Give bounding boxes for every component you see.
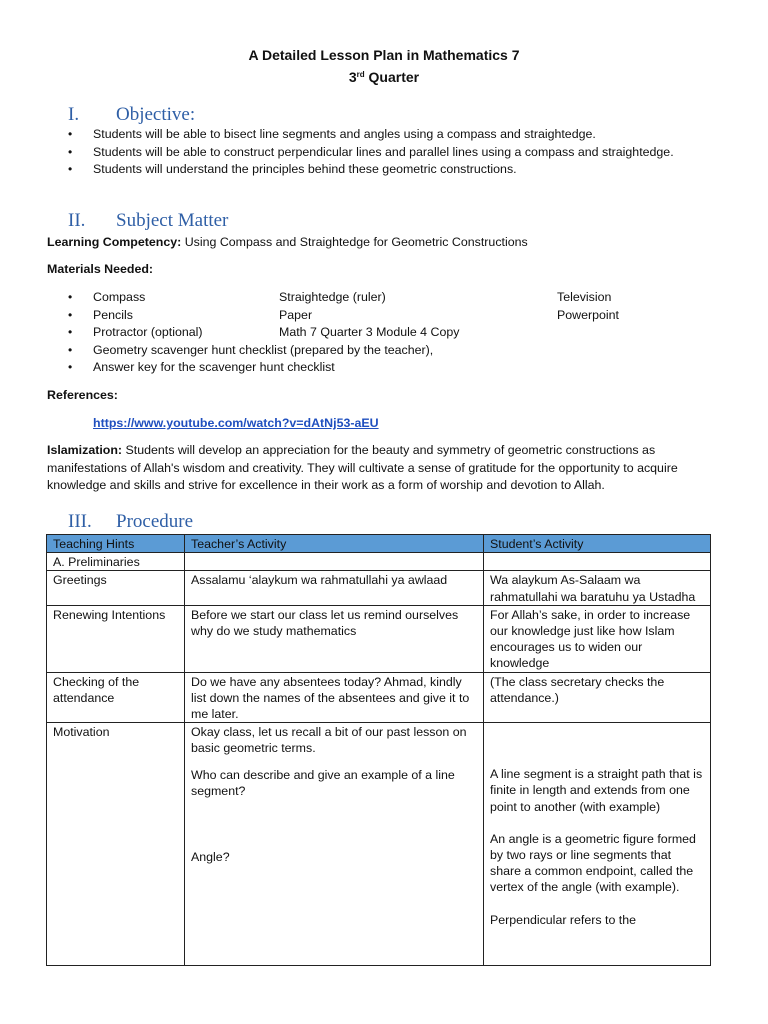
teacher-cell: Before we start our class let us remind ourselves why do we study mathematics xyxy=(185,605,484,672)
islamization-text: Students will develop an appreciation for the beauty and symmetry of geometric constructions as manifestations of Allah's wisdom and creativity. They will cultivate a sense of gratitude for the opportunity to acquire knowledge and skills and strive for excellence in their work as a form of worship and devotion to Allah. xyxy=(47,443,678,492)
objective-number: I. xyxy=(68,104,80,125)
objective-title: Objective: xyxy=(116,104,196,125)
table-row xyxy=(47,553,711,571)
material-item: Powerpoint xyxy=(557,307,619,322)
table-row xyxy=(47,571,711,605)
teacher-cell: Assalamu ‘alaykum wa rahmatullahi ya awlaad xyxy=(185,571,484,605)
reference-link[interactable]: https://www.youtube.com/watch?v=dAtNj53-aEU xyxy=(93,416,379,430)
document-title: A Detailed Lesson Plan in Mathematics 7 xyxy=(248,47,520,63)
objective-item: • Students will understand the principles behind these geometric constructions. xyxy=(68,161,674,179)
material-item: • Protractor (optional) xyxy=(68,324,433,342)
subject-matter-heading xyxy=(68,210,228,232)
competency-label: Learning Competency: xyxy=(47,235,182,249)
hint-cell: Greetings xyxy=(47,571,185,605)
material-item: • Answer key for the scavenger hunt checklist xyxy=(68,359,433,377)
table-row xyxy=(47,723,711,966)
objective-item: • Students will be able to bisect line segments and angles using a compass and straightedge. xyxy=(68,126,674,144)
document-subtitle xyxy=(0,68,768,86)
table-header-row xyxy=(47,535,711,553)
student-cell xyxy=(484,723,711,966)
motivation-student-line: Perpendicular refers to the xyxy=(490,912,637,927)
motivation-teacher-line: Who can describe and give an example of a line segment? xyxy=(191,767,455,798)
islamization-label: Islamization: xyxy=(47,443,123,457)
empty-cell xyxy=(484,553,711,571)
header-teacher-activity: Teacher’s Activity xyxy=(185,535,484,553)
subject-matter-title: Subject Matter xyxy=(116,210,229,231)
competency-value: Using Compass and Straightedge for Geometric Constructions xyxy=(184,235,528,249)
hint-cell: Checking of the attendance xyxy=(47,672,185,723)
motivation-teacher-line: Okay class, let us recall a bit of our past lesson on basic geometric terms. xyxy=(191,725,467,756)
student-cell: Wa alaykum As-Salaam wa rahmatullahi wa baratuhu ya Ustadha xyxy=(484,571,711,605)
objective-heading xyxy=(68,104,195,126)
material-item: Paper xyxy=(279,307,313,322)
motivation-student-line: An angle is a geometric figure formed by two rays or line segments that share a common endpoint, called the vertex of the angle (with example). xyxy=(490,831,696,895)
quarter-number: 3 xyxy=(348,69,357,85)
header-student-activity: Student’s Activity xyxy=(484,535,711,553)
motivation-student-line: A line segment is a straight path that is finite in length and extends from one point to another (with example) xyxy=(490,767,703,814)
student-cell: For Allah’s sake, in order to increase our knowledge just like how Islam encourages us to widen our knowledge xyxy=(484,605,711,672)
material-item: • Geometry scavenger hunt checklist (prepared by the teacher), xyxy=(68,342,433,360)
teacher-cell: Do we have any absentees today? Ahmad, kindly list down the names of the absentees and give it to me later. xyxy=(185,672,484,723)
materials-label: Materials Needed: xyxy=(47,262,154,276)
objective-item: • Students will be able to construct perpendicular lines and parallel lines using a compass and straightedge. xyxy=(68,144,674,162)
hint-cell: Renewing Intentions xyxy=(47,605,185,672)
procedure-title: Procedure xyxy=(116,511,194,532)
material-item: • Compass xyxy=(68,289,433,307)
procedure-heading xyxy=(68,511,193,533)
subject-matter-number: II. xyxy=(68,210,86,231)
learning-competency xyxy=(47,234,528,252)
motivation-teacher-line: Angle? xyxy=(191,850,230,865)
empty-cell xyxy=(185,553,484,571)
teacher-cell xyxy=(185,723,484,966)
islamization-paragraph xyxy=(47,442,727,495)
procedure-number: III. xyxy=(68,511,92,532)
quarter-ordinal: rd xyxy=(356,70,365,79)
student-cell: (The class secretary checks the attendance.) xyxy=(484,672,711,723)
hint-cell: Motivation xyxy=(47,723,185,966)
header-teaching-hints: Teaching Hints xyxy=(47,535,185,553)
table-row xyxy=(47,672,711,723)
table-row xyxy=(47,605,711,672)
material-item: Math 7 Quarter 3 Module 4 Copy xyxy=(279,325,460,339)
material-item: Straightedge (ruler) xyxy=(279,290,386,304)
material-item: Television xyxy=(557,290,612,304)
preliminaries-cell: A. Preliminaries xyxy=(47,553,185,571)
objective-list xyxy=(68,126,674,179)
quarter-word: Quarter xyxy=(368,69,420,85)
references-label: References: xyxy=(47,388,118,402)
procedure-table xyxy=(46,534,711,966)
material-item: • Pencils xyxy=(68,307,433,325)
